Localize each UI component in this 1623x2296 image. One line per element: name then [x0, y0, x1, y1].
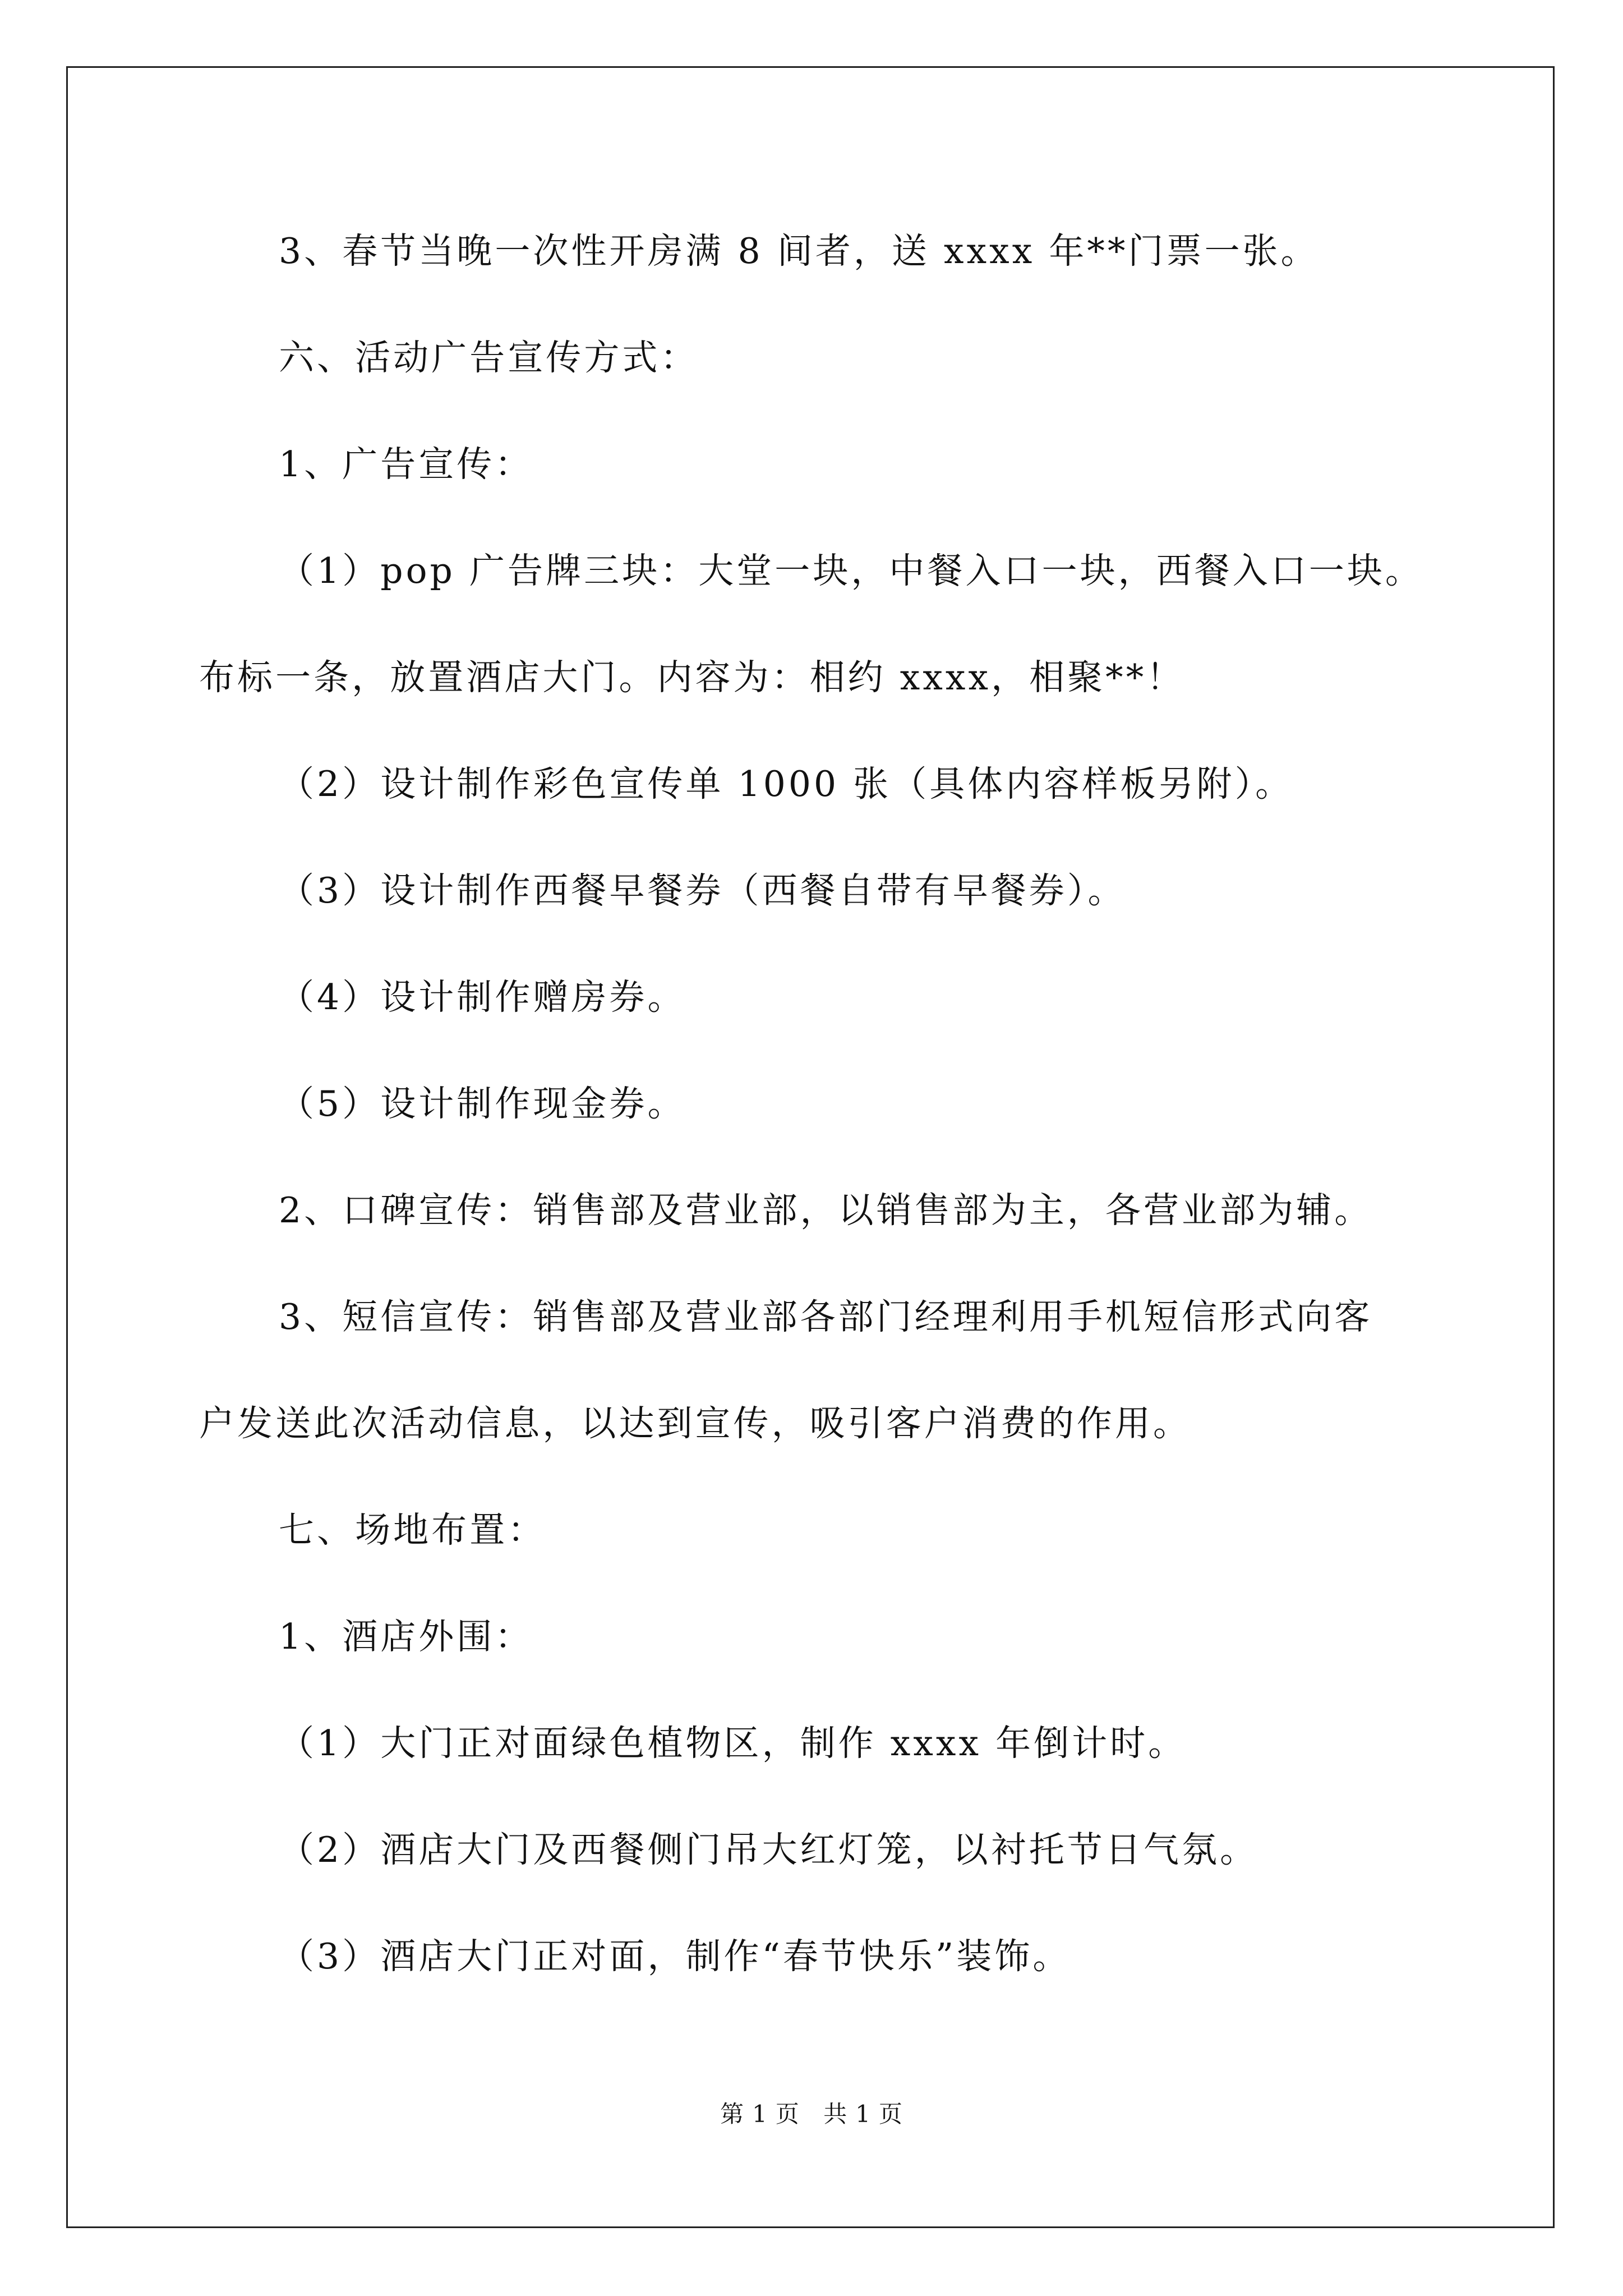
section-heading: 七、场地布置： — [279, 1510, 546, 1550]
paragraph-line: （1）大门正对面绿色植物区，制作 xxxx 年倒计时。 — [279, 1723, 1187, 1764]
paragraph-line: （5）设计制作现金券。 — [279, 1083, 686, 1124]
page-border — [66, 66, 1555, 2228]
paragraph-line: （3）酒店大门正对面，制作“春节快乐”装饰。 — [279, 1936, 1071, 1977]
paragraph-line: （3）设计制作西餐早餐券（西餐自带有早餐券）。 — [279, 870, 1126, 911]
paragraph-line: （2）设计制作彩色宣传单 1000 张（具体内容样板另附）。 — [279, 763, 1294, 804]
paragraph-line: 3、短信宣传：销售部及营业部各部门经理利用手机短信形式向客 — [279, 1296, 1373, 1337]
paragraph-line: （2）酒店大门及西餐侧门吊大红灯笼，以衬托节日气氛。 — [279, 1829, 1258, 1870]
section-heading: 六、活动广告宣传方式： — [279, 337, 699, 378]
page-number-footer: 第 1 页 共 1 页 — [720, 2100, 903, 2128]
paragraph-line: 户发送此次活动信息，以达到宣传，吸引客户消费的作用。 — [199, 1403, 1192, 1444]
paragraph-line: （4）设计制作赠房券。 — [279, 977, 686, 1018]
subsection-heading: 1、酒店外围： — [279, 1616, 533, 1657]
paragraph-line: 3、春节当晚一次性开房满 8 间者，送 xxxx 年**门票一张。 — [279, 231, 1319, 272]
subsection-heading: 1、广告宣传： — [279, 444, 533, 485]
paragraph-line: 2、口碑宣传：销售部及营业部，以销售部为主，各营业部为辅。 — [279, 1190, 1373, 1231]
paragraph-line: （1）pop 广告牌三块：大堂一块，中餐入口一块，西餐入口一块。 — [279, 550, 1423, 591]
paragraph-line: 布标一条，放置酒店大门。内容为：相约 xxxx，相聚**！ — [199, 657, 1185, 698]
